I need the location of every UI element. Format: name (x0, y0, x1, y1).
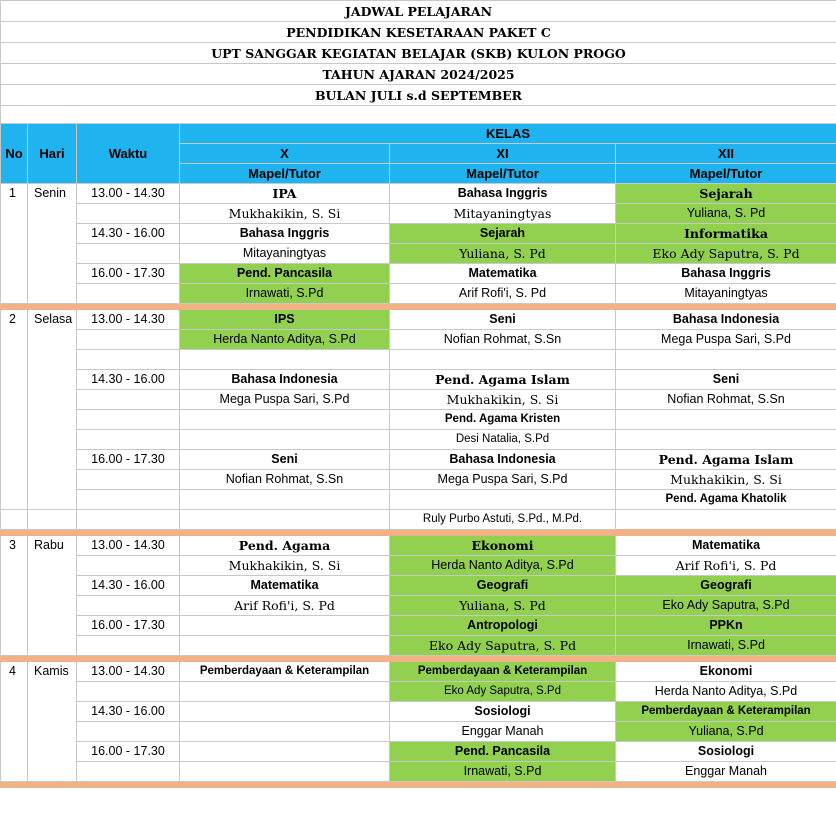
tutor-cell: Arif Rofi'i, S. Pd (180, 596, 390, 616)
row-hari: Senin (28, 184, 77, 304)
tutor-cell: Yuliana, S.Pd (616, 722, 836, 742)
row-waktu: 14.30 - 16.00 (77, 702, 180, 722)
tutor-cell: Mukhakikin, S. Si (180, 204, 390, 224)
row-waktu: 16.00 - 17.30 (77, 616, 180, 636)
subject-cell: Bahasa Inggris (616, 264, 836, 284)
title-line-5: BULAN JULI s.d SEPTEMBER (1, 85, 836, 106)
row-no: 4 (1, 662, 28, 782)
tutor-cell: Arif Rofi'i, S. Pd (616, 556, 836, 576)
subject-cell: IPA (180, 184, 390, 204)
tutor-cell: Mitayaningtyas (390, 204, 616, 224)
col-waktu: Waktu (77, 124, 180, 184)
subject-cell: Matematika (616, 536, 836, 556)
tutor-cell: Irnawati, S.Pd (180, 284, 390, 304)
subject-cell: Sosiologi (616, 742, 836, 762)
blank-row (1, 106, 836, 124)
tutor-cell: Eko Ady Saputra, S. Pd (616, 244, 836, 264)
subject-cell: Bahasa Indonesia (180, 370, 390, 390)
col-mapel-xi: Mapel/Tutor (390, 164, 616, 184)
subject-cell: Seni (390, 310, 616, 330)
col-hari: Hari (28, 124, 77, 184)
col-mapel-x: Mapel/Tutor (180, 164, 390, 184)
tutor-cell: Mega Puspa Sari, S.Pd (616, 330, 836, 350)
row-waktu: 14.30 - 16.00 (77, 370, 180, 390)
subject-cell: Pemberdayaan & Keterampilan (180, 662, 390, 682)
title-line-4: TAHUN AJARAN 2024/2025 (1, 64, 836, 85)
row-waktu: 13.00 - 14.30 (77, 184, 180, 204)
row-no: 1 (1, 184, 28, 304)
tutor-cell: Mega Puspa Sari, S.Pd (180, 390, 390, 410)
subject-cell: Bahasa Indonesia (390, 450, 616, 470)
subject-cell: Seni (180, 450, 390, 470)
subject-cell: Sejarah (390, 224, 616, 244)
row-waktu: 16.00 - 17.30 (77, 450, 180, 470)
row-waktu: 13.00 - 14.30 (77, 536, 180, 556)
tutor-cell: Yuliana, S. Pd (390, 596, 616, 616)
subject-cell: Pend. Agama Kristen (390, 410, 616, 430)
subject-cell: Pend. Agama Islam (616, 450, 836, 470)
tutor-cell: Mitayaningtyas (180, 244, 390, 264)
tutor-cell: Ruly Purbo Astuti, S.Pd., M.Pd. (390, 510, 616, 530)
subject-cell: Matematika (180, 576, 390, 596)
day-separator (1, 782, 836, 788)
subject-cell: Informatika (616, 224, 836, 244)
subject-cell: Pend. Pancasila (390, 742, 616, 762)
subject-cell: Pend. Agama Islam (390, 370, 616, 390)
subject-cell: PPKn (616, 616, 836, 636)
col-kelas: KELAS (180, 124, 836, 144)
col-mapel-xii: Mapel/Tutor (616, 164, 836, 184)
row-waktu: 14.30 - 16.00 (77, 576, 180, 596)
subject-cell: Bahasa Inggris (390, 184, 616, 204)
tutor-cell: Enggar Manah (390, 722, 616, 742)
title-line-3: UPT SANGGAR KEGIATAN BELAJAR (SKB) KULON PROGO (1, 43, 836, 64)
row-waktu: 16.00 - 17.30 (77, 264, 180, 284)
row-waktu: 13.00 - 14.30 (77, 310, 180, 330)
row-waktu: 16.00 - 17.30 (77, 742, 180, 762)
tutor-cell: Irnawati, S.Pd (390, 762, 616, 782)
subject-cell: Sejarah (616, 184, 836, 204)
tutor-cell: Nofian Rohmat, S.Sn (390, 330, 616, 350)
col-kelas-xii: XII (616, 144, 836, 164)
tutor-cell: Eko Ady Saputra, S.Pd (616, 596, 836, 616)
tutor-cell: Enggar Manah (616, 762, 836, 782)
subject-cell: Bahasa Inggris (180, 224, 390, 244)
tutor-cell: Mukhakikin, S. Si (180, 556, 390, 576)
row-waktu: 14.30 - 16.00 (77, 224, 180, 244)
tutor-cell: Nofian Rohmat, S.Sn (616, 390, 836, 410)
tutor-cell: Herda Nanto Aditya, S.Pd (390, 556, 616, 576)
tutor-cell: Yuliana, S. Pd (390, 244, 616, 264)
subject-cell: Pemberdayaan & Keterampilan (390, 662, 616, 682)
row-no: 3 (1, 536, 28, 656)
subject-cell: Pend. Agama Khatolik (616, 490, 836, 510)
tutor-cell: Desi Natalia, S.Pd (390, 430, 616, 450)
tutor-cell: Herda Nanto Aditya, S.Pd (180, 330, 390, 350)
subject-cell: Pend. Pancasila (180, 264, 390, 284)
tutor-cell: Arif Rofi'i, S. Pd (390, 284, 616, 304)
subject-cell: Geografi (390, 576, 616, 596)
subject-cell: Pend. Agama (180, 536, 390, 556)
subject-cell: Geografi (616, 576, 836, 596)
subject-cell: Ekonomi (390, 536, 616, 556)
tutor-cell: Eko Ady Saputra, S. Pd (390, 636, 616, 656)
subject-cell: Pemberdayaan & Keterampilan (616, 702, 836, 722)
tutor-cell: Mukhakikin, S. Si (390, 390, 616, 410)
title-line-2: PENDIDIKAN KESETARAAN PAKET C (1, 22, 836, 43)
col-kelas-xi: XI (390, 144, 616, 164)
subject-cell: Bahasa Indonesia (616, 310, 836, 330)
title-line-1: JADWAL PELAJARAN (1, 1, 836, 22)
row-hari: Kamis (28, 662, 77, 782)
tutor-cell: Mega Puspa Sari, S.Pd (390, 470, 616, 490)
col-no: No (1, 124, 28, 184)
row-no: 2 (1, 310, 28, 510)
tutor-cell: Mukhakikin, S. Si (616, 470, 836, 490)
tutor-cell: Yuliana, S. Pd (616, 204, 836, 224)
tutor-cell: Nofian Rohmat, S.Sn (180, 470, 390, 490)
subject-cell: Ekonomi (616, 662, 836, 682)
tutor-cell: Eko Ady Saputra, S.Pd (390, 682, 616, 702)
subject-cell: Matematika (390, 264, 616, 284)
row-hari: Selasa (28, 310, 77, 510)
subject-cell: Sosiologi (390, 702, 616, 722)
row-hari: Rabu (28, 536, 77, 656)
tutor-cell: Herda Nanto Aditya, S.Pd (616, 682, 836, 702)
subject-cell: Antropologi (390, 616, 616, 636)
tutor-cell: Irnawati, S.Pd (616, 636, 836, 656)
tutor-cell: Mitayaningtyas (616, 284, 836, 304)
subject-cell: Seni (616, 370, 836, 390)
row-waktu: 13.00 - 14.30 (77, 662, 180, 682)
subject-cell: IPS (180, 310, 390, 330)
col-kelas-x: X (180, 144, 390, 164)
